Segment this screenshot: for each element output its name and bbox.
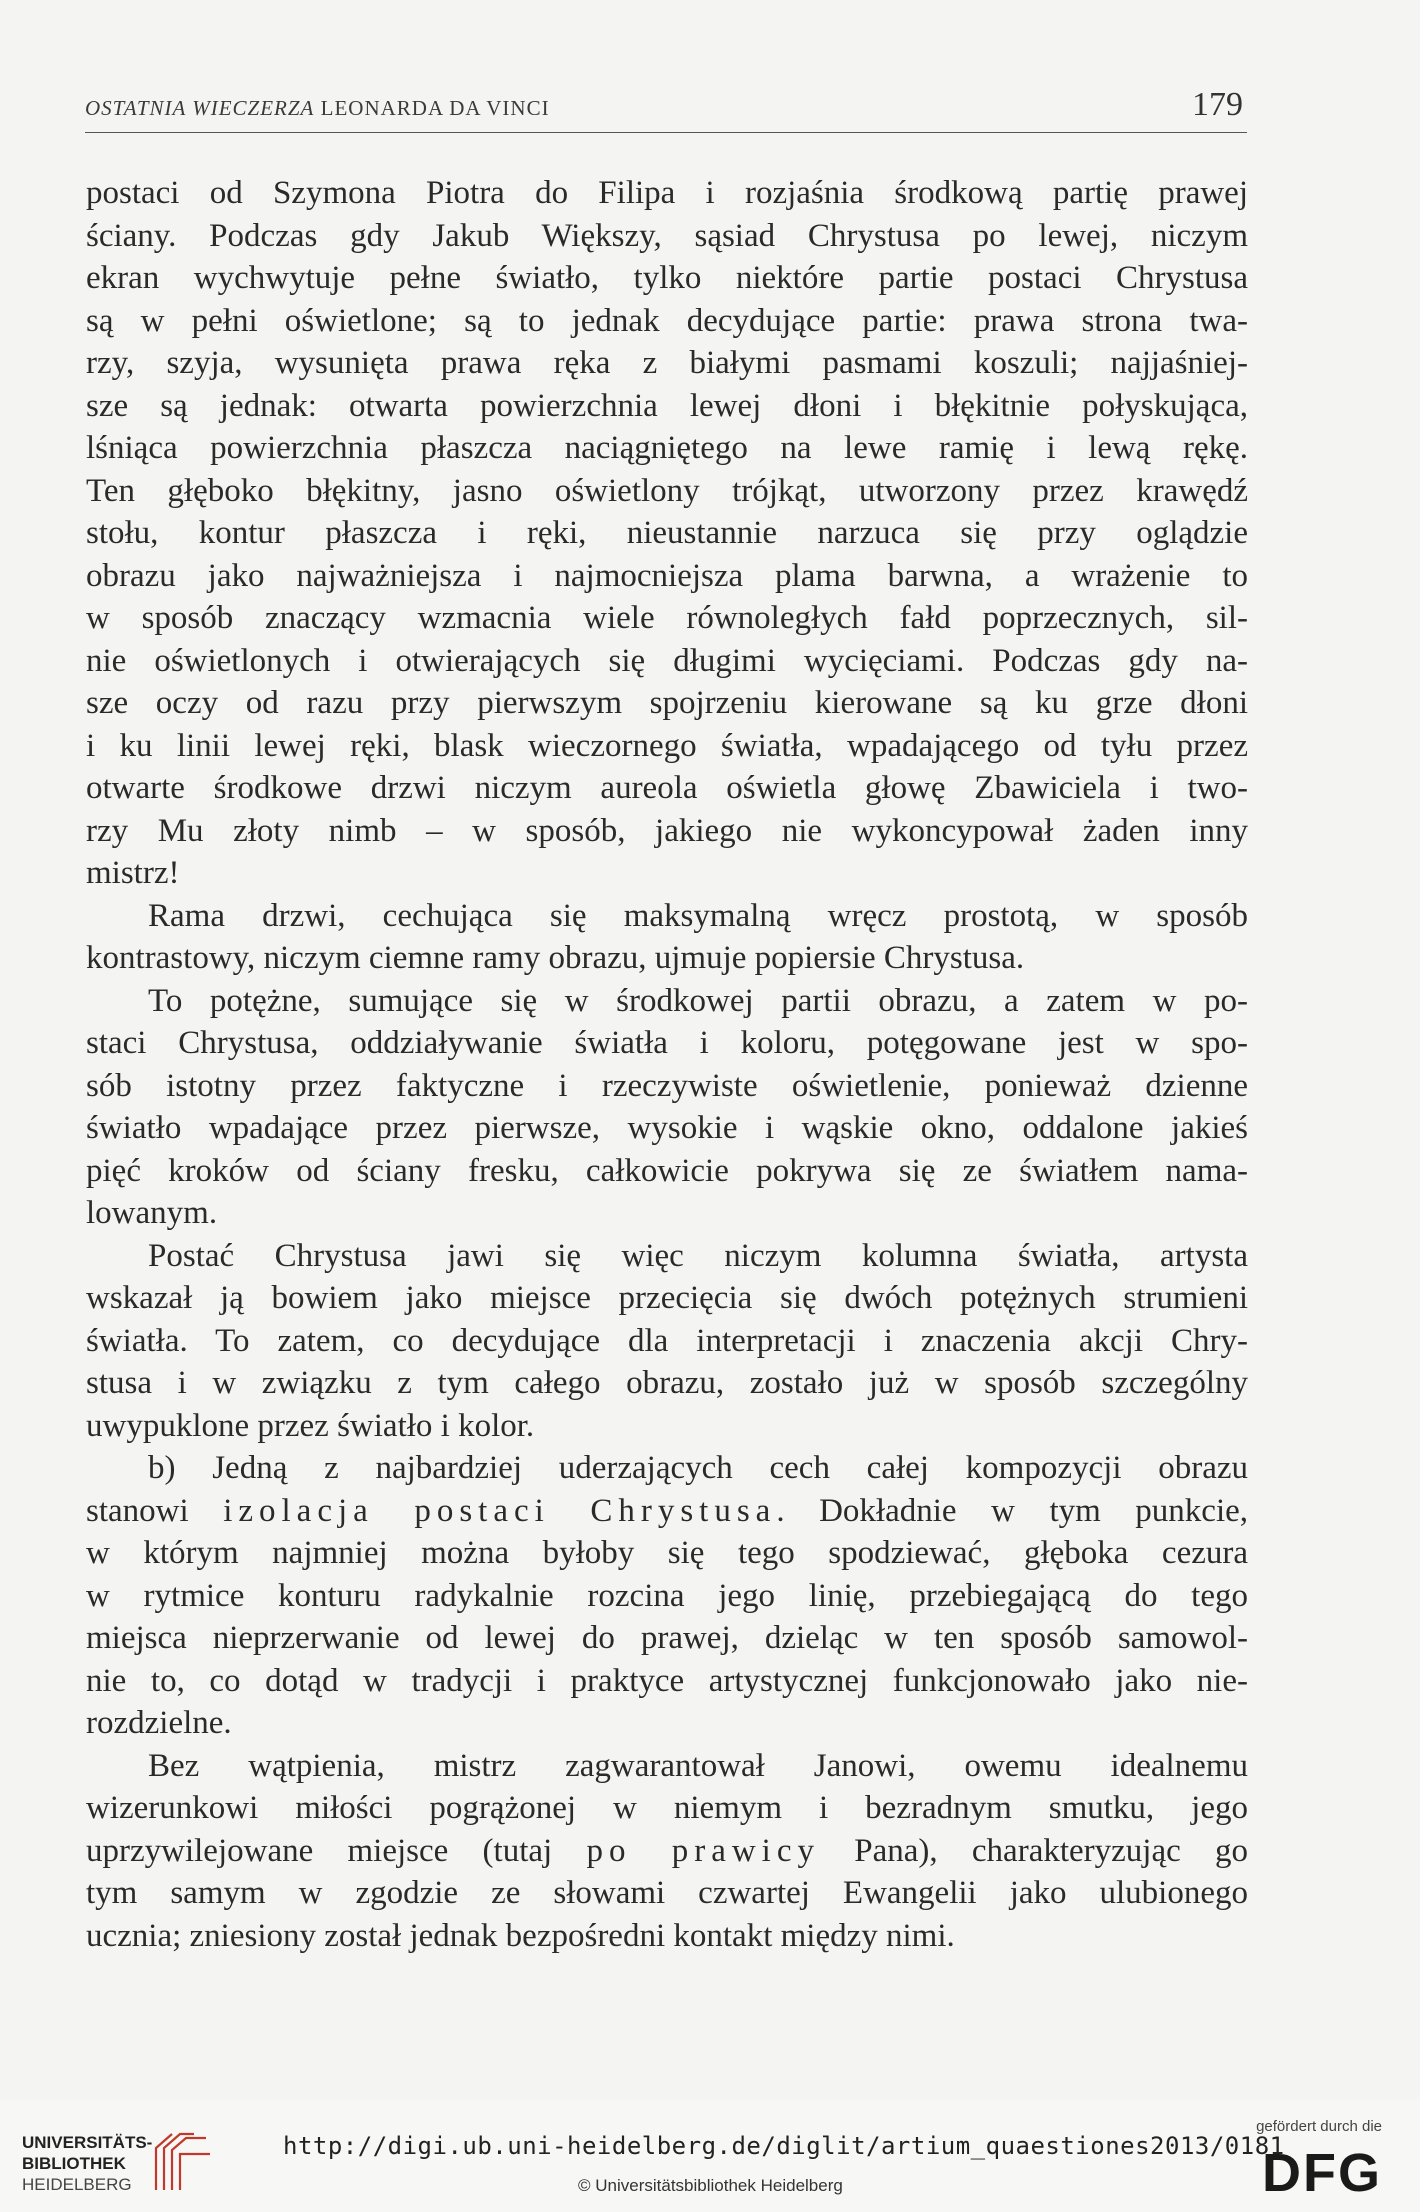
- text-line: mistrz!: [86, 855, 180, 891]
- source-url-link[interactable]: http://digi.ub.uni-heidelberg.de/diglit/artium_quaestiones2013/0181: [283, 2132, 1285, 2160]
- ub-mark-icon: [150, 2124, 216, 2194]
- dfg-logo[interactable]: [1242, 2118, 1382, 2203]
- text-line: sób istotny przez faktyczne i rzeczywiste oświetlenie, ponieważ dzienne: [86, 1067, 1248, 1104]
- text-line-part: . Dokładnie w tym punkcie,: [776, 1492, 1249, 1529]
- text-line: nie oświetlonych i otwierających się długimi wycięciami. Podczas gdy na-: [86, 642, 1248, 679]
- text-line: Ten głęboko błękitny, jasno oświetlony trójkąt, utworzony przez krawędź: [86, 472, 1248, 509]
- text-line: tym samym w zgodzie ze słowami czwartej Ewangelii jako ulubionego: [86, 1875, 1248, 1911]
- text-line: wskazał ją bowiem jako miejsce przecięcia się dwóch potężnych strumieni: [86, 1280, 1248, 1316]
- text-line: postaci od Szymona Piotra do Filipa i rozjaśnia środkową partię prawej: [86, 175, 1248, 211]
- text-line: stusa i w związku z tym całego obrazu, zostało już w sposób szczególny: [86, 1365, 1248, 1401]
- running-head: [85, 86, 1247, 133]
- text-line: nie to, co dotąd w tradycji i praktyce artystycznej funkcjonowało jako nie-: [86, 1662, 1248, 1699]
- text-line: Postać Chrystusa jawi się więc niczym kolumna światła, artysta: [148, 1237, 1248, 1274]
- text-line: stołu, kontur płaszcza i ręki, nieustannie narzuca się przy oglądzie: [86, 515, 1248, 551]
- text-line: uwypuklone przez światło i kolor.: [86, 1407, 535, 1444]
- text-line: rozdzielne.: [86, 1705, 232, 1741]
- text-line: wizerunkowi miłości pogrążonej w niemym i bezradnym smutku, jego: [86, 1790, 1248, 1826]
- ub-logo-line1: UNIVERSITÄTS-: [22, 2133, 153, 2152]
- ub-logo-line3: HEIDELBERG: [22, 2175, 132, 2194]
- text-line: staci Chrystusa, oddziaływanie światła i koloru, potęgowane jest w spo-: [86, 1025, 1248, 1061]
- running-head-title-rest: LEONARDA DA VINCI: [314, 96, 550, 120]
- text-line-part: uprzywilejowane miejsce (tutaj: [86, 1832, 553, 1869]
- text-line: w sposób znaczący wzmacnia wiele równoległych fałd poprzecznych, sil-: [86, 600, 1248, 636]
- text-line: sze oczy od razu przy pierwszym spojrzeniu kierowane są ku grze dłoni: [86, 685, 1248, 721]
- text-line: światła. To zatem, co decydujące dla interpretacji i znaczenia akcji Chry-: [86, 1322, 1248, 1359]
- text-line: sze są jednak: otwarta powierzchnia lewej dłoni i błękitnie połyskująca,: [86, 387, 1248, 424]
- text-line: Bez wątpienia, mistrz zagwarantował Janowi, owemu idealnemu: [148, 1747, 1248, 1784]
- text-line: i ku linii lewej ręki, blask wieczornego światła, wpadającego od tyłu przez: [86, 727, 1248, 764]
- text-line-part: stanowi: [86, 1492, 189, 1529]
- ub-logo-text: [22, 2132, 152, 2195]
- page-number: 179: [1192, 86, 1243, 123]
- text-line: ucznia; zniesiony został jednak bezpośredni kontakt między nimi.: [86, 1917, 955, 1954]
- text-line: ekran wychwytuje pełne światło, tylko niektóre partie postaci Chrystusa: [86, 260, 1248, 296]
- text-line: lowanym.: [86, 1195, 218, 1231]
- ub-heidelberg-logo[interactable]: [22, 2124, 232, 2194]
- text-line: pięć kroków od ściany fresku, całkowicie pokrywa się ze światłem nama-: [86, 1152, 1248, 1189]
- text-line: w rytmice konturu radykalnie rozcina jego linię, przebiegającą do tego: [86, 1577, 1248, 1614]
- spaced-emphasis: po prawicy: [586, 1832, 820, 1869]
- text-line: otwarte środkowe drzwi niczym aureola oświetla głowę Zbawiciela i two-: [86, 770, 1248, 806]
- ub-logo-line2: BIBLIOTHEK: [22, 2154, 126, 2173]
- text-line: Rama drzwi, cechująca się maksymalną wręcz prostotą, w sposób: [148, 897, 1248, 934]
- text-line: lśniąca powierzchnia płaszcza naciągniętego na lewe ramię i lewą rękę.: [86, 430, 1248, 466]
- text-line: kontrastowy, niczym ciemne ramy obrazu, ujmuje popiersie Chrystusa.: [86, 940, 1025, 976]
- text-line: obrazu jako najważniejsza i najmocniejsza plama barwna, a wrażenie to: [86, 557, 1248, 594]
- dfg-funded-by-text: gefördert durch die: [1256, 2118, 1382, 2135]
- copyright-notice: © Universitätsbibliothek Heidelberg: [578, 2176, 843, 2195]
- body-text: [86, 172, 1248, 1957]
- text-line: To potężne, sumujące się w środkowej partii obrazu, a zatem w po-: [148, 982, 1248, 1019]
- dfg-wordmark: DFG: [1262, 2143, 1382, 2203]
- text-line: są w pełni oświetlone; są to jednak decydujące partie: prawa strona twa-: [86, 302, 1248, 339]
- text-line: w którym najmniej można byłoby się tego spodziewać, głęboka cezura: [86, 1535, 1248, 1571]
- spaced-emphasis: izolacja postaci Chrystusa: [223, 1492, 777, 1529]
- text-line: światło wpadające przez pierwsze, wysokie i wąskie okno, oddalone jakieś: [86, 1110, 1248, 1146]
- text-line: rzy, szyja, wysunięta prawa ręka z białymi pasmami koszuli; najjaśniej-: [86, 345, 1248, 381]
- text-line: b) Jedną z najbardziej uderzających cech całej kompozycji obrazu: [148, 1450, 1248, 1486]
- text-line: [86, 1490, 1248, 1533]
- running-head-title-italic: OSTATNIA WIECZERZA: [85, 96, 315, 120]
- text-line: [86, 1830, 1248, 1873]
- footer: [0, 2100, 1420, 2212]
- text-line: rzy Mu złoty nimb – w sposób, jakiego nie wykoncypował żaden inny: [86, 812, 1248, 849]
- running-head-title: [85, 96, 550, 121]
- text-line: ściany. Podczas gdy Jakub Większy, sąsiad Chrystusa po lewej, niczym: [86, 217, 1248, 254]
- text-line: miejsca nieprzerwanie od lewej do prawej, dzieląc w ten sposób samowol-: [86, 1620, 1248, 1656]
- text-line-part: Pana), charakteryzując go: [854, 1832, 1249, 1869]
